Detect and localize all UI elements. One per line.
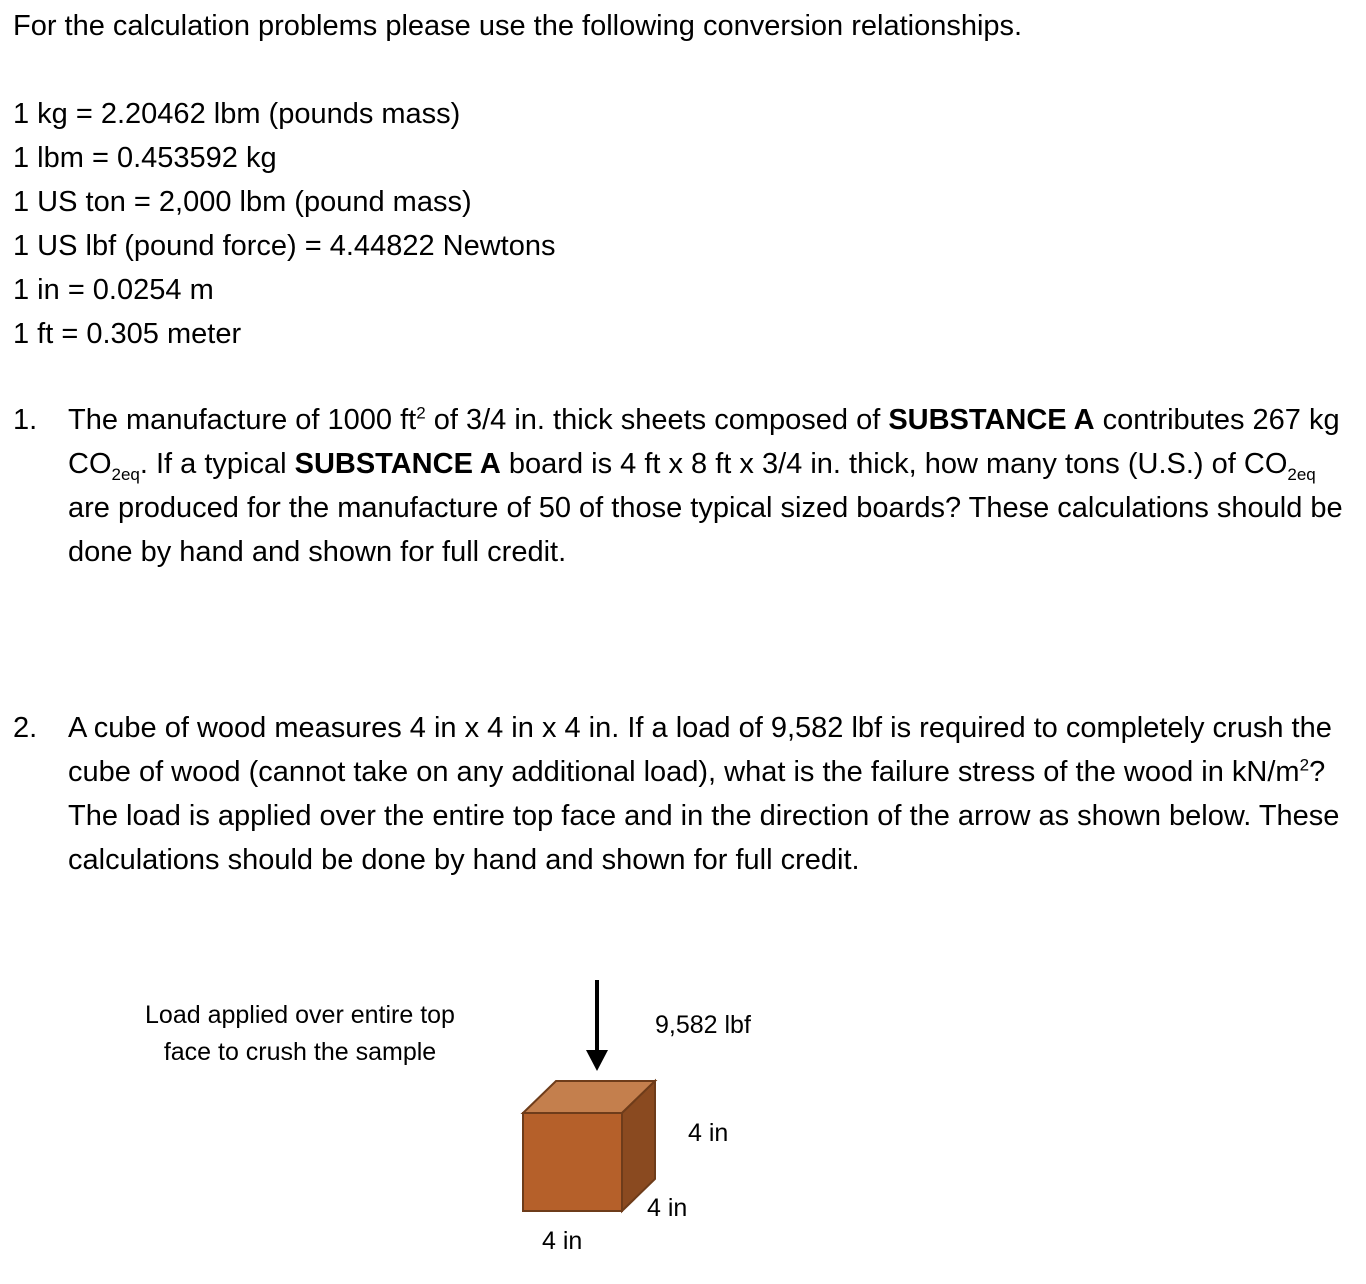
intro-text: For the calculation problems please use the following conversion relationships. — [13, 10, 1023, 42]
problem-1-text-part: are produced for the manufacture of 50 of those typical sized boards? These calculations should be done by hand and shown for full credit. — [68, 492, 1343, 568]
problem-2-number: 2. — [13, 712, 38, 744]
cube-width-label: 4 in — [542, 1227, 583, 1255]
conversion-ft-m: 1 ft = 0.305 meter — [13, 318, 242, 350]
figure-caption-line-1: Load applied over entire top — [145, 1001, 455, 1029]
cube-height-label: 4 in — [688, 1119, 729, 1147]
conversion-in-m: 1 in = 0.0254 m — [13, 274, 214, 306]
m-squared-superscript: 2 — [1299, 755, 1310, 775]
substance-a-bold: SUBSTANCE A — [294, 448, 501, 480]
conversion-kg-lbm: 1 kg = 2.20462 lbm (pounds mass) — [13, 98, 461, 130]
problem-1-text-part: of 3/4 in. thick sheets composed of — [425, 404, 889, 436]
cube-depth-label: 4 in — [647, 1194, 688, 1222]
figure-caption-line-2: face to crush the sample — [163, 1038, 437, 1066]
problem-1-text-part: The manufacture of 1000 ft — [68, 404, 417, 436]
problem-2-text-part: A cube of wood measures 4 in x 4 in x 4 in. If a load of 9,582 lbf is required to completely crush the cube of wood (cannot take on any additional load), what is the failure stress of the wood in kN/m — [68, 712, 1332, 788]
conversion-lbf-newtons: 1 US lbf (pound force) = 4.44822 Newtons — [13, 230, 556, 262]
problem-1-text-part: board is 4 ft x 8 ft x 3/4 in. thick, how many tons (U.S.) of CO — [500, 448, 1288, 480]
conversion-lbm-kg: 1 lbm = 0.453592 kg — [13, 142, 277, 174]
load-label: 9,582 lbf — [655, 1011, 751, 1039]
problem-2-text-part: ? The load is applied over the entire top face and in the direction of the arrow as shown below. These calculations should be done by hand and shown for full credit. — [68, 756, 1340, 876]
substance-a-bold: SUBSTANCE A — [888, 404, 1095, 436]
problem-1-number: 1. — [13, 404, 38, 436]
problem-1-text-part: . If a typical — [139, 448, 295, 480]
ft-squared-superscript: 2 — [416, 403, 426, 423]
conversion-ton-lbm: 1 US ton = 2,000 lbm (pound mass) — [13, 186, 472, 218]
problem-1-text-part: contributes 267 kg CO — [68, 404, 1340, 480]
co2eq-subscript: 2eq — [111, 464, 140, 484]
co2eq-subscript: 2eq — [1287, 464, 1316, 484]
cube-front-face — [523, 1113, 622, 1211]
load-arrow-head — [586, 1050, 608, 1071]
